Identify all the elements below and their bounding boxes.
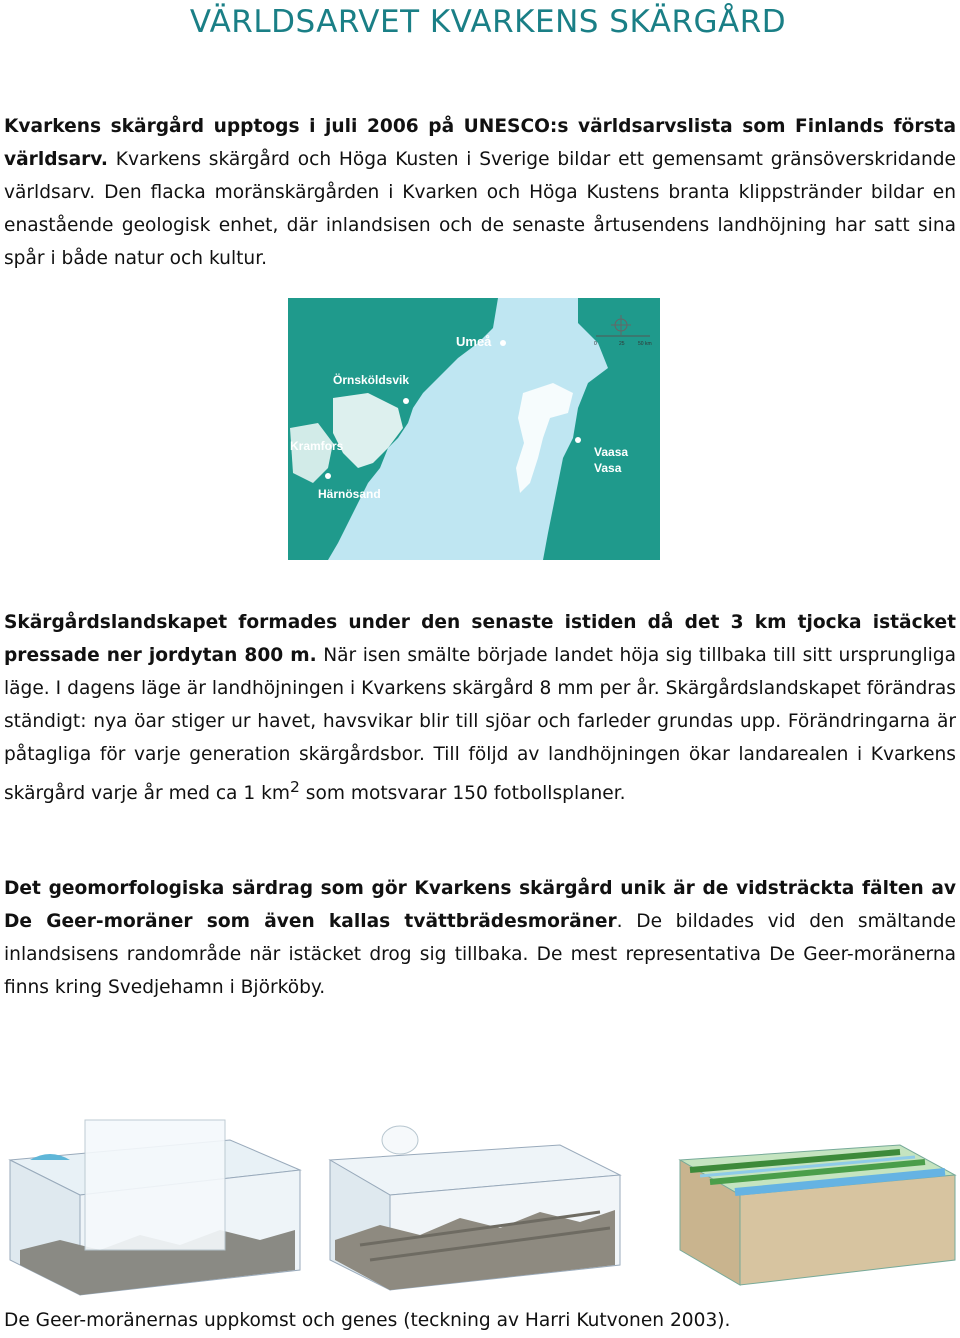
- illustration-caption: De Geer-moränernas uppkomst och genes (teckning av Harri Kutvonen 2003).: [4, 1310, 731, 1331]
- formation-bold-text: Skärgårdslandskapet formades under den senaste istiden då det 3 km tjocka istäcket pressade ner jordytan 800 m.: [4, 612, 956, 666]
- map-label-kramfors: Kramfors: [290, 439, 344, 453]
- page-title: VÄRLDSARVET KVARKENS SKÄRGÅRD: [189, 4, 787, 40]
- map-label-vaasa: Vaasa: [594, 445, 629, 459]
- map-label-umea: Umeå: [456, 334, 492, 349]
- map-label-harnosand: Härnösand: [318, 487, 381, 501]
- de-geer-illustration: [0, 1100, 960, 1300]
- map-scale-25: 25: [619, 341, 625, 347]
- block-diagram-uplift: [680, 1145, 955, 1285]
- map-scale-50: 50 km: [638, 341, 652, 347]
- map-scale-0: 0: [594, 341, 597, 347]
- kvarken-map: [288, 298, 660, 560]
- map-city-dot: [500, 340, 506, 346]
- de-geer-paragraph: [4, 872, 956, 1004]
- block-diagram-ice: [10, 1120, 300, 1295]
- de-geer-text: . De bildades vid den smältande inlandsisens randområde när istäcket drog sig tillbaka. De mest representativa De Geer-moränerna finns kring Svedjehamn i Björköby.: [4, 911, 956, 998]
- superscript-2: 2: [290, 778, 300, 796]
- intro-paragraph: [4, 110, 956, 275]
- map-label-ornskoldsvik: Örnsköldsvik: [333, 373, 410, 387]
- formation-paragraph: [4, 606, 956, 810]
- intro-bold-text: Kvarkens skärgård upptogs i juli 2006 på UNESCO:s världsarvslista som Finlands första världsarv.: [4, 116, 956, 170]
- map-city-dot: [575, 437, 581, 443]
- map-city-dot: [403, 398, 409, 404]
- formation-text-end: som motsvarar 150 fotbollsplaner.: [299, 783, 626, 805]
- intro-text: Kvarkens skärgård och Höga Kusten i Sverige bildar ett gemensamt gränsöverskridande världsarv. Den flacka moränskärgården i Kvarken och Höga Kustens branta klippstränder bildar en enastående geologisk enhet, där inlandsisen och de senaste årtusendens landhöjning har satt sina spår i både natur och kultur.: [4, 149, 956, 269]
- de-geer-bold-text: Det geomorfologiska särdrag som gör Kvarkens skärgård unik är de vidsträckta fälten av De Geer-moräner som även kallas tvättbrädesmoräner: [4, 878, 956, 932]
- formation-text: När isen smälte började landet höja sig tillbaka till sitt ursprungliga läge. I dagens läge är landhöjningen i Kvarkens skärgård 8 mm per år. Skärgårdslandskapet förändras ständigt: nya öar stiger ur havet, havsvikar blir till sjöar och farleder grundas upp. Förändringarna är påtagliga för varje generation skärgårdsbor. Till följd av landhöjningen ökar landarealen i Kvarkens skärgård varje år med ca 1 km: [4, 645, 956, 805]
- map-label-vasa: Vasa: [594, 461, 622, 475]
- map-city-dot: [325, 473, 331, 479]
- block-diagram-retreat: [330, 1126, 620, 1290]
